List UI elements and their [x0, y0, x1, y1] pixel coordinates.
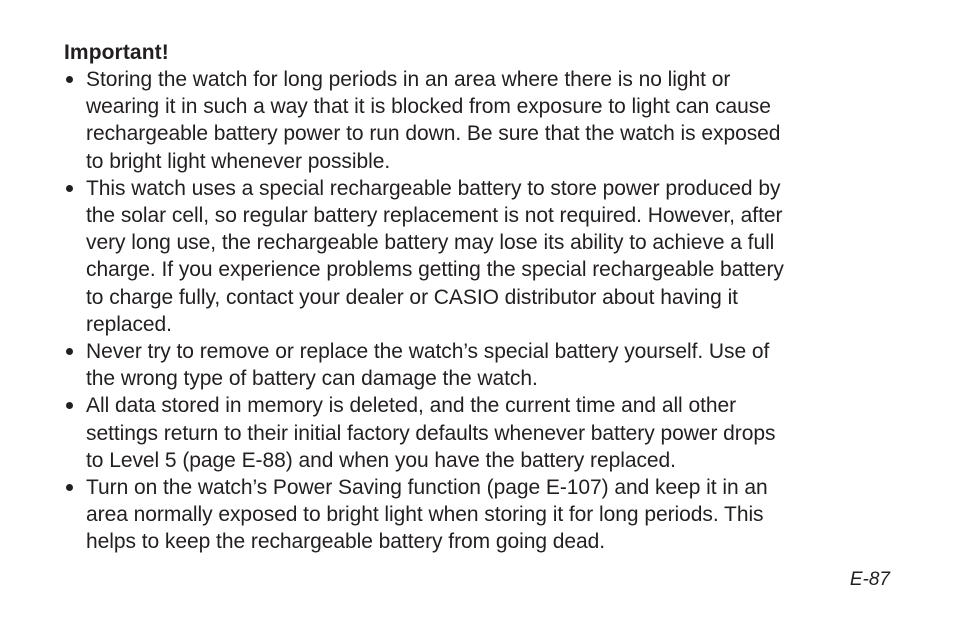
bullet-line: helps to keep the rechargeable battery from going dead.	[86, 530, 606, 554]
bullet-dot-icon	[66, 402, 73, 409]
bullet-line: Storing the watch for long periods in an area where there is no light or	[86, 68, 731, 91]
bullet-line: All data stored in memory is deleted, and the current time and all other	[86, 394, 737, 418]
bullet-line: Turn on the watch’s Power Saving function (page E-107) and keep it in an	[86, 476, 768, 500]
bullet-line: to charge fully, contact your dealer or CASIO distributor about having it	[86, 285, 738, 309]
bullet-line: This watch uses a special rechargeable battery to store power produced by	[86, 176, 781, 200]
page-number: E-87	[849, 569, 890, 590]
bullet-dot-icon	[66, 484, 73, 491]
bullet-dot-icon	[66, 348, 73, 355]
bullet-line: wearing it in such a way that it is blocked from exposure to light can cause	[86, 95, 771, 119]
bullet-line: area normally exposed to bright light when storing it for long periods. This	[86, 503, 764, 527]
bullet-item	[64, 474, 894, 556]
bullet-line: the solar cell, so regular battery replacement is not required. However, after	[86, 204, 783, 228]
bullet-item	[64, 392, 894, 474]
bullet-line: rechargeable battery power to run down. Be sure that the watch is exposed	[86, 122, 781, 146]
bullet-line: very long use, the rechargeable battery may lose its ability to achieve a full	[86, 231, 775, 255]
bullet-item	[64, 175, 894, 338]
bullet-line: Never try to remove or replace the watch’s special battery yourself. Use of	[86, 340, 770, 364]
important-notes-list	[64, 66, 894, 556]
manual-page	[64, 39, 894, 556]
bullet-item	[64, 66, 894, 175]
bullet-item	[64, 338, 894, 392]
bullet-dot-icon	[66, 76, 73, 83]
important-heading: Important!	[64, 41, 169, 64]
bullet-line: the wrong type of battery can damage the watch.	[86, 367, 538, 391]
bullet-line: charge. If you experience problems getting the special rechargeable battery	[86, 258, 784, 282]
bullet-line: to bright light whenever possible.	[86, 149, 391, 173]
bullet-line: replaced.	[86, 312, 172, 336]
bullet-dot-icon	[66, 185, 73, 192]
bullet-line: to Level 5 (page E-88) and when you have the battery replaced.	[86, 448, 676, 472]
bullet-line: settings return to their initial factory defaults whenever battery power drops	[86, 421, 776, 445]
